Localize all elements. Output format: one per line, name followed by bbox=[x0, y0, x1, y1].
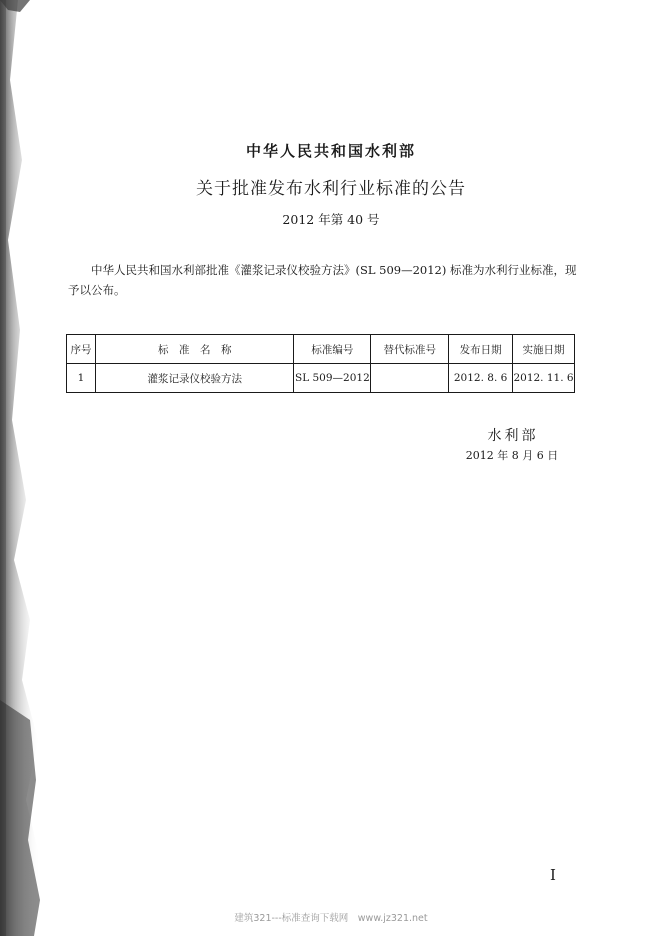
col-header-name: 标 准 名 称 bbox=[95, 335, 294, 364]
cell-index: 1 bbox=[67, 364, 96, 393]
col-header-index: 序号 bbox=[67, 335, 96, 364]
table-row bbox=[67, 364, 575, 393]
cell-name: 灌浆记录仪校验方法 bbox=[95, 364, 294, 393]
col-header-effective-date: 实施日期 bbox=[513, 335, 575, 364]
standards-table bbox=[66, 334, 575, 393]
watermark-text: 建筑321---标准查询下载网 www.jz321.net bbox=[234, 913, 428, 924]
col-header-issue-date: 发布日期 bbox=[449, 335, 513, 364]
cell-issue-date: 2012. 8. 6 bbox=[449, 364, 513, 393]
signature-date: 2012 年 8 月 6 日 bbox=[465, 449, 559, 462]
col-header-replaced: 替代标准号 bbox=[371, 335, 449, 364]
issuer-heading: 中华人民共和国水利部 bbox=[245, 142, 416, 160]
page-number: I bbox=[550, 866, 556, 884]
notice-body: 中华人民共和国水利部批准《灌浆记录仪校验方法》(SL 509—2012) 标准为水利行业标准，现予以公布。 bbox=[68, 263, 577, 297]
notice-number: 2012 年第 40 号 bbox=[282, 212, 380, 227]
col-header-code: 标准编号 bbox=[294, 335, 371, 364]
cell-effective-date: 2012. 11. 6 bbox=[513, 364, 575, 393]
notice-title: 关于批准发布水利行业标准的公告 bbox=[196, 179, 466, 199]
signature-department: 水利部 bbox=[487, 428, 539, 444]
cell-code: SL 509—2012 bbox=[294, 364, 371, 393]
table-header-row bbox=[67, 335, 575, 364]
cell-replaced bbox=[371, 364, 449, 393]
